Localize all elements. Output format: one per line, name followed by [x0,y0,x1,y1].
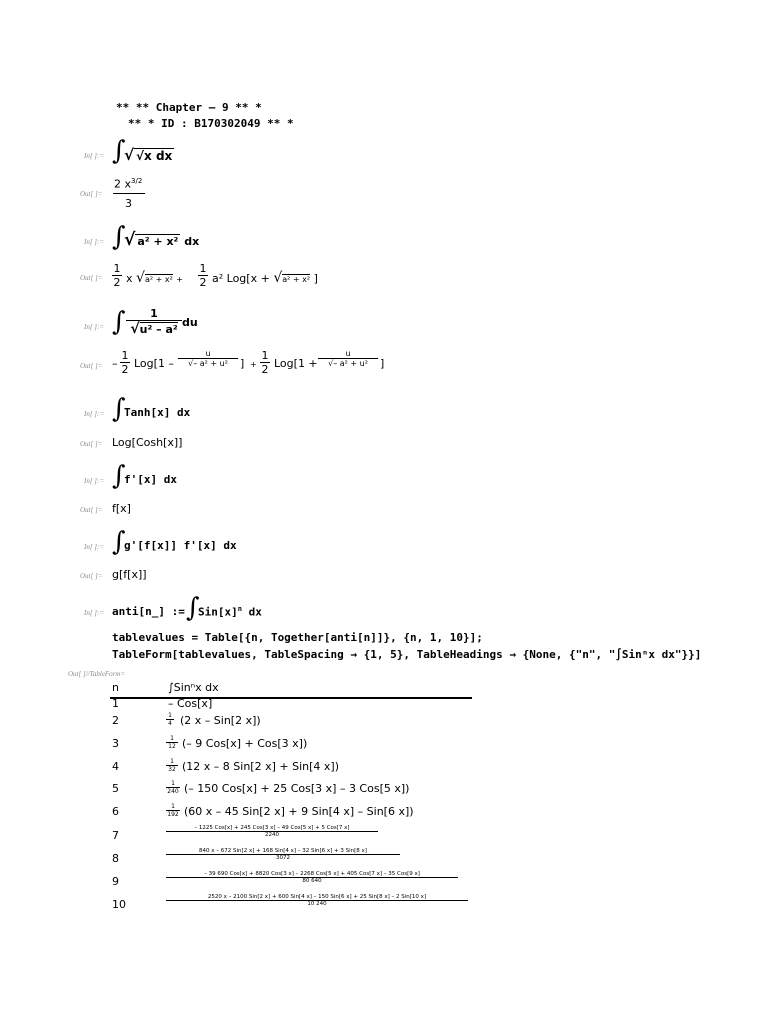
output-term-b: a² Log[x + √a² + x² ] [212,270,318,286]
table-row-n: 5 [112,782,119,795]
input-label: In[ ]:= [84,477,105,485]
table-row-expr: (12 x – 8 Sin[2 x] + Sin[4 x]) [182,760,339,773]
table-row-expr: (60 x – 45 Sin[2 x] + 9 Sin[4 x] – Sin[6 x]) [184,805,414,818]
output-denominator: 3 [125,197,132,210]
log-term: Log[1 + [274,357,318,370]
table-definition-line[interactable]: tablevalues = Table[{n, Together[anti[n]]}, {n, 1, 10}]; [112,631,483,644]
table-row-n: 9 [112,875,119,888]
tableform-line[interactable]: TableForm[tablevalues, TableSpacing → {1, 5}, TableHeadings → {None, {"n", "∫Sinⁿx dx"}}] [112,648,702,661]
coef-fraction: $\frac{1}{2}$ [113,262,121,289]
table-row-n: 1 [112,697,119,710]
output-label: Out[ ]= [80,572,103,580]
table-row-n: 10 [112,898,126,911]
row-coefficient: $\frac{1}{32}$ [166,758,178,773]
output-expression: f[x] [112,502,131,515]
table-header-integral: ∫Sinⁿx dx [168,681,219,694]
table-row-n: 2 [112,714,119,727]
row-fraction: 840 x – 672 Sin[2 x] + 168 Sin[4 x] – 32 Sin[6 x] + 3 Sin[8 x] 3072 [166,848,400,861]
input-expression[interactable]: Tanh[x] dx [124,406,191,419]
sign: – [112,357,118,370]
row-fraction: 2520 x – 2100 Sin[2 x] + 600 Sin[4 x] – 150 Sin[6 x] + 25 Sin[8 x] – 2 Sin[10 x] 10 240 [166,894,468,907]
chapter-heading: ** ** Chapter – 9 ** * [116,101,262,114]
input-expression[interactable]: √ √x dx [124,146,173,164]
input-label: In[ ]:= [84,323,105,331]
table-row-expr: (– 9 Cos[x] + Cos[3 x]) [182,737,308,750]
tableform-label: Out[ ]//TableForm= [68,670,126,678]
input-label: In[ ]:= [84,238,105,246]
integral-sign: ∫ [186,593,200,623]
coef-fraction: $\frac{1}{2}$ [261,349,269,376]
integral-sign: ∫ [112,307,126,337]
output-label: Out[ ]= [80,190,103,198]
table-row-expr: – Cos[x] [168,697,213,710]
row-coefficient: $\frac{1}{12}$ [166,735,178,750]
table-header-rule [110,697,472,699]
inner-fraction: $\frac{u}{\text{√– a² + u²}}$ [318,349,378,368]
row-coefficient: $\frac{1}{240}$ [167,780,179,795]
input-expression[interactable]: √ a² + x² dx [124,230,200,250]
integral-sign: ∫ [112,136,126,166]
integral-sign: ∫ [112,394,126,424]
table-row-expr: (– 150 Cos[x] + 25 Cos[3 x] – 3 Cos[5 x]) [184,782,410,795]
integral-sign: ∫ [112,527,126,557]
fraction-bar [113,193,145,194]
sign: + [250,360,257,369]
id-heading: ** * ID : B170302049 ** * [128,117,294,130]
bracket: ] [240,357,245,370]
input-differential: du [182,316,198,329]
bracket: ] [380,357,385,370]
integral-sign: ∫ [112,461,126,491]
output-label: Out[ ]= [80,274,103,282]
table-row-n: 7 [112,829,119,842]
output-numerator: 2 $x^{3/2}$ [114,177,143,191]
output-expression: g[f[x]] [112,568,147,581]
input-label: In[ ]:= [84,152,105,160]
output-label: Out[ ]= [80,440,103,448]
table-row-n: 6 [112,805,119,818]
log-term: Log[1 – [134,357,174,370]
table-header-n: n [112,681,119,694]
input-fraction[interactable]: $\frac{1}{\text{√u² – a²}}$ [126,307,182,337]
input-label: In[ ]:= [84,410,105,418]
coef-fraction: $\frac{1}{2}$ [121,349,129,376]
input-label: In[ ]:= [84,609,105,617]
input-label: In[ ]:= [84,543,105,551]
coef-fraction: $\frac{1}{2}$ [199,262,207,289]
integral-sign: ∫ [112,222,126,252]
input-expression[interactable]: g'[f[x]] f'[x] dx [124,539,237,552]
row-coefficient: $\frac{1}{192}$ [167,803,179,818]
definition-prefix[interactable]: anti[n_] := [112,605,185,618]
table-row-n: 8 [112,852,119,865]
output-label: Out[ ]= [80,506,103,514]
row-fraction: – 1225 Cos[x] + 245 Cos[3 x] – 49 Cos[5 x] + 5 Cos[7 x] 2240 [166,825,378,838]
row-coefficient: $\frac{1}{4}$ [166,712,174,727]
output-term-a: x √a² + x² + [126,270,183,286]
inner-fraction: $\frac{u}{\text{√– a² + u²}}$ [178,349,238,368]
table-row-n: 3 [112,737,119,750]
table-row-n: 4 [112,760,119,773]
input-expression[interactable]: f'[x] dx [124,473,177,486]
output-expression: Log[Cosh[x]] [112,436,183,449]
table-row-expr: (2 x – Sin[2 x]) [180,714,261,727]
row-fraction: – 39 690 Cos[x] + 8820 Cos[3 x] – 2268 Cos[5 x] + 405 Cos[7 x] – 35 Cos[9 x] 80 640 [166,871,458,884]
definition-body[interactable]: $Sin[x]^n$ dx [198,605,262,619]
output-label: Out[ ]= [80,362,103,370]
